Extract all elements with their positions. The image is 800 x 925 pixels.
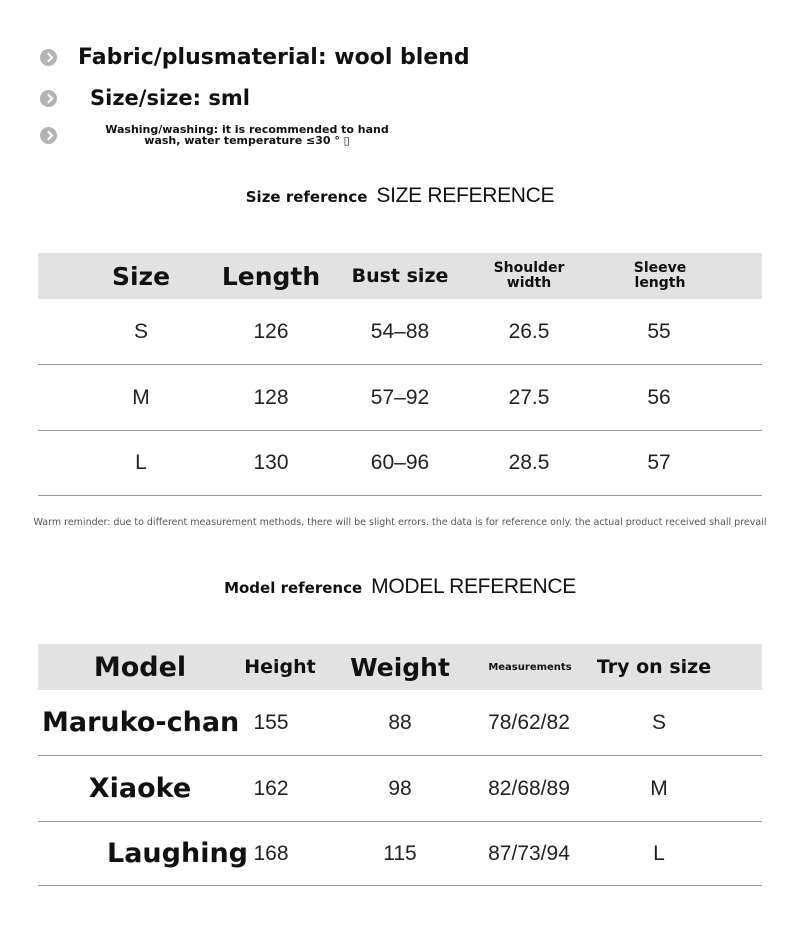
cell-bust: 54–88 <box>370 319 430 343</box>
cell-try-on-size: S <box>651 710 666 734</box>
cell-height: 168 <box>253 841 289 865</box>
cell-shoulder: 28.5 <box>508 451 550 474</box>
model-reference-title-small: Model reference <box>224 579 363 597</box>
warm-reminder: Warm reminder: due to different measurement methods, there will be slight errors. the data is for reference only. the actual product received shall prevail <box>33 517 767 528</box>
cell-size: M <box>132 385 150 409</box>
bullet-fabric <box>40 45 470 70</box>
washing-text: Washing/washing: it is recommended to hand wash, water temperature ≤30 ° ▯ <box>105 123 389 147</box>
cell-model: Xiaoke <box>88 773 192 804</box>
cell-measurements: 78/62/82 <box>488 710 570 734</box>
size-table-header <box>38 253 762 299</box>
table-row <box>38 431 762 496</box>
cell-shoulder: 26.5 <box>508 319 550 343</box>
cell-sleeve: 56 <box>647 385 671 409</box>
cell-height: 162 <box>253 776 289 800</box>
header-measurements: Measurements <box>488 661 572 673</box>
size-table <box>38 253 762 496</box>
header-shoulder: Shoulder width <box>493 260 565 291</box>
cell-model: Laughing <box>107 838 248 869</box>
cell-try-on-size: M <box>650 776 668 800</box>
table-row <box>38 299 762 365</box>
cell-weight: 98 <box>388 776 412 800</box>
header-length: Length <box>221 261 321 291</box>
cell-size: S <box>133 319 148 343</box>
bullet-size <box>40 86 250 110</box>
cell-length: 126 <box>253 319 289 343</box>
model-reference-title <box>0 575 800 599</box>
chevron-right-icon <box>40 127 57 144</box>
cell-size: L <box>135 451 147 474</box>
cell-try-on-size: L <box>653 841 665 865</box>
cell-length: 130 <box>253 451 289 474</box>
model-table <box>38 644 762 886</box>
cell-sleeve: 55 <box>647 319 671 343</box>
size-reference-title-small: Size reference <box>245 188 368 206</box>
size-reference-title <box>0 184 800 208</box>
model-reference-title-big: MODEL REFERENCE <box>371 575 576 598</box>
header-weight: Weight <box>350 652 450 682</box>
cell-bust: 60–96 <box>370 451 430 474</box>
cell-weight: 115 <box>383 841 417 865</box>
header-sleeve: Sleeve length <box>633 260 687 291</box>
header-try-on-size: Try on size <box>596 656 712 678</box>
size-text: Size/size: sml <box>90 86 250 110</box>
header-bust: Bust size <box>351 265 449 287</box>
cell-height: 155 <box>253 710 289 734</box>
table-row <box>38 690 762 756</box>
cell-measurements: 82/68/89 <box>488 776 570 800</box>
cell-measurements: 87/73/94 <box>488 841 570 865</box>
cell-shoulder: 27.5 <box>508 385 550 409</box>
fabric-text: Fabric/plusmaterial: wool blend <box>78 45 470 70</box>
table-row <box>38 822 762 886</box>
model-table-header <box>38 644 762 690</box>
table-row <box>38 365 762 431</box>
cell-model: Maruko-chan <box>42 707 240 738</box>
cell-weight: 88 <box>388 710 412 734</box>
chevron-right-icon <box>40 90 57 107</box>
cell-bust: 57–92 <box>370 385 430 409</box>
header-size: Size <box>111 261 171 291</box>
header-model: Model <box>93 651 187 683</box>
table-row <box>38 756 762 822</box>
cell-length: 128 <box>253 385 289 409</box>
cell-sleeve: 57 <box>647 451 671 474</box>
bullet-washing <box>40 124 407 146</box>
size-reference-title-big: SIZE REFERENCE <box>376 184 555 207</box>
header-height: Height <box>244 656 316 678</box>
chevron-right-icon <box>40 49 57 66</box>
